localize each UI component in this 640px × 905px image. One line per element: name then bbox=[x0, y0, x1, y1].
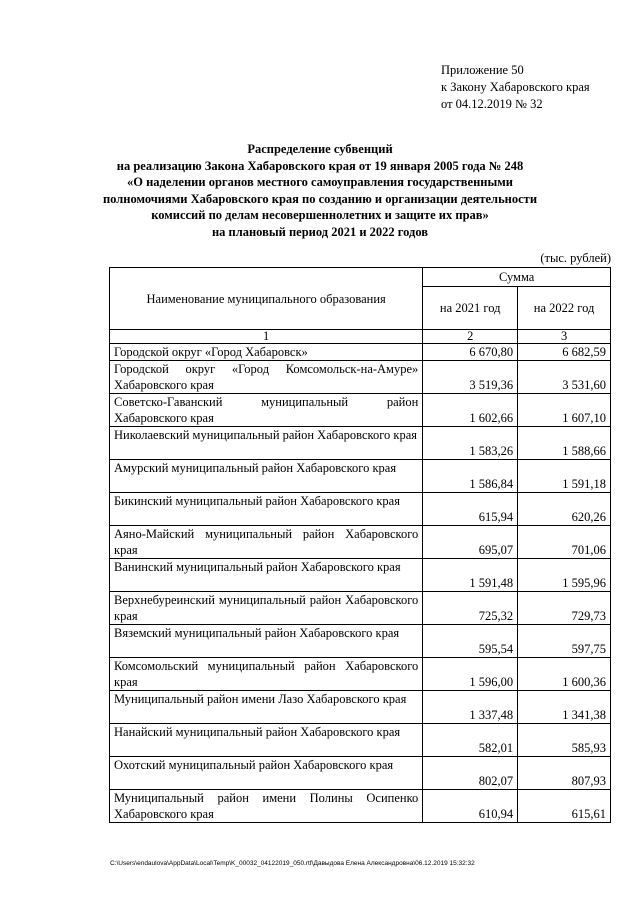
value-2021: 1 591,48 bbox=[423, 559, 518, 592]
document-title bbox=[100, 141, 540, 240]
municipality-name: Ванинский муниципальный район Хабаровского края bbox=[110, 559, 423, 592]
title-line-4: полномочиями Хабаровского края по созданию и организации деятельности bbox=[102, 191, 538, 206]
value-2021: 695,07 bbox=[423, 526, 518, 559]
value-2021: 595,54 bbox=[423, 625, 518, 658]
table-row bbox=[110, 757, 611, 790]
title-line-6: на плановый период 2021 и 2022 годов bbox=[211, 224, 429, 239]
value-2022: 1 341,38 bbox=[518, 691, 611, 724]
municipality-name: Муниципальный район имени Полины Осипенко Хабаровского края bbox=[110, 790, 423, 823]
value-2022: 701,06 bbox=[518, 526, 611, 559]
value-2022: 1 591,18 bbox=[518, 460, 611, 493]
table-row bbox=[110, 394, 611, 427]
units-label: (тыс. рублей) bbox=[540, 251, 611, 265]
column-number-1: 1 bbox=[110, 330, 423, 344]
value-2022: 1 600,36 bbox=[518, 658, 611, 691]
value-2022: 1 588,66 bbox=[518, 427, 611, 460]
value-2022: 597,75 bbox=[518, 625, 611, 658]
value-2022: 3 531,60 bbox=[518, 361, 611, 394]
column-number-2: 2 bbox=[423, 330, 518, 344]
value-2021: 6 670,80 bbox=[423, 344, 518, 361]
table-row bbox=[110, 691, 611, 724]
table-row bbox=[110, 592, 611, 625]
value-2021: 725,32 bbox=[423, 592, 518, 625]
municipality-name: Аяно-Майский муниципальный район Хабаровского края bbox=[110, 526, 423, 559]
table-row bbox=[110, 427, 611, 460]
table-row bbox=[110, 625, 611, 658]
value-2021: 1 586,84 bbox=[423, 460, 518, 493]
municipality-name: Амурский муниципальный район Хабаровского края bbox=[110, 460, 423, 493]
value-2022: 620,26 bbox=[518, 493, 611, 526]
table-row bbox=[110, 790, 611, 823]
appendix-line-2: к Закону Хабаровского края bbox=[441, 80, 590, 94]
value-2022: 807,93 bbox=[518, 757, 611, 790]
municipality-name: Николаевский муниципальный район Хабаровского края bbox=[110, 427, 423, 460]
file-path-footer: C:\Users\endaulova\AppData\Local\Temp\K_00032_04122019_050.rtf\Давыдова Елена Александровна\06.12.2019 15:32:32 bbox=[110, 860, 475, 867]
title-line-1: Распределение субвенций bbox=[247, 142, 393, 156]
value-2021: 1 583,26 bbox=[423, 427, 518, 460]
municipality-name: Верхнебуреинский муниципальный район Хабаровского края bbox=[110, 592, 423, 625]
value-2022: 6 682,59 bbox=[518, 344, 611, 361]
municipality-name: Бикинский муниципальный район Хабаровского края bbox=[110, 493, 423, 526]
value-2022: 615,61 bbox=[518, 790, 611, 823]
table-row bbox=[110, 559, 611, 592]
value-2021: 1 337,48 bbox=[423, 691, 518, 724]
table-row bbox=[110, 493, 611, 526]
header-year-2022: на 2022 год bbox=[518, 287, 611, 330]
table-row bbox=[110, 658, 611, 691]
title-line-3: «О наделении органов местного самоуправления государственными bbox=[127, 175, 513, 189]
municipality-name: Городской округ «Город Комсомольск-на-Амуре» Хабаровского края bbox=[110, 361, 423, 394]
table-row bbox=[110, 460, 611, 493]
value-2022: 1 607,10 bbox=[518, 394, 611, 427]
value-2021: 615,94 bbox=[423, 493, 518, 526]
appendix-reference bbox=[441, 62, 590, 113]
value-2022: 729,73 bbox=[518, 592, 611, 625]
title-line-5: комиссий по делам несовершеннолетних и защите их прав» bbox=[151, 208, 489, 222]
title-line-2: на реализацию Закона Хабаровского края от 19 января 2005 года № 248 bbox=[116, 158, 524, 173]
value-2021: 610,94 bbox=[423, 790, 518, 823]
table-row bbox=[110, 361, 611, 394]
municipality-name: Охотский муниципальный район Хабаровского края bbox=[110, 757, 423, 790]
value-2021: 1 602,66 bbox=[423, 394, 518, 427]
subsidy-table bbox=[109, 267, 611, 823]
table-row bbox=[110, 526, 611, 559]
municipality-name: Комсомольский муниципальный район Хабаровского края bbox=[110, 658, 423, 691]
column-number-3: 3 bbox=[518, 330, 611, 344]
value-2021: 3 519,36 bbox=[423, 361, 518, 394]
value-2021: 802,07 bbox=[423, 757, 518, 790]
municipality-name: Советско-Гаванский муниципальный район Хабаровского края bbox=[110, 394, 423, 427]
table-row bbox=[110, 724, 611, 757]
municipality-name: Городской округ «Город Хабаровск» bbox=[110, 344, 423, 361]
value-2022: 585,93 bbox=[518, 724, 611, 757]
value-2021: 1 596,00 bbox=[423, 658, 518, 691]
header-year-2021: на 2021 год bbox=[423, 287, 518, 330]
table-row bbox=[110, 344, 611, 361]
municipality-name: Муниципальный район имени Лазо Хабаровского края bbox=[110, 691, 423, 724]
header-municipality: Наименование муниципального образования bbox=[110, 268, 423, 330]
value-2021: 582,01 bbox=[423, 724, 518, 757]
appendix-line-3: от 04.12.2019 № 32 bbox=[441, 97, 543, 111]
header-sum: Сумма bbox=[423, 268, 611, 287]
appendix-line-1: Приложение 50 bbox=[441, 63, 524, 77]
value-2022: 1 595,96 bbox=[518, 559, 611, 592]
municipality-name: Вяземский муниципальный район Хабаровского края bbox=[110, 625, 423, 658]
municipality-name: Нанайский муниципальный район Хабаровского края bbox=[110, 724, 423, 757]
